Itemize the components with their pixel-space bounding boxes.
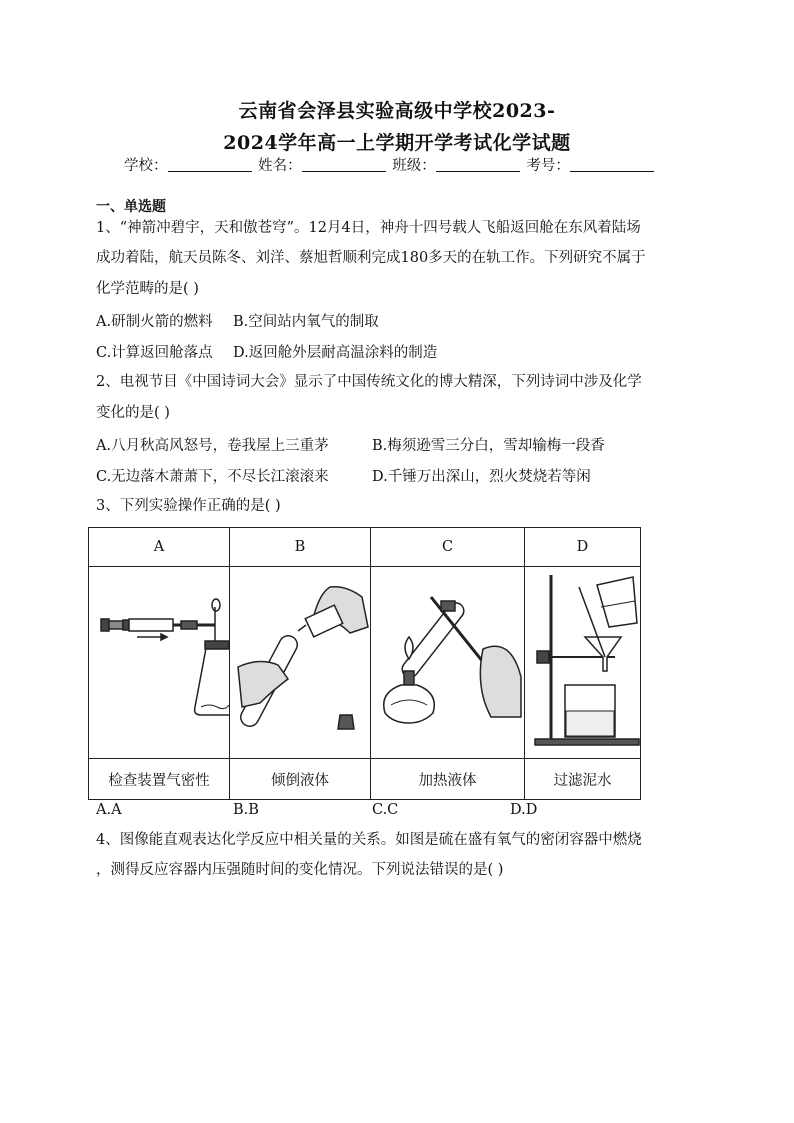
q1-stem-line1: 1、“神箭冲碧宇，天和傲苍穹”。12月4日，神舟十四号载人飞船返回舱在东风着陆场 [96,220,641,236]
student-info-row [124,154,656,175]
exam-title-line2: 2024学年高一上学期开学考试化学试题 [223,132,571,154]
q1-option-b[interactable]: B.空间站内氧气的制取 [233,314,379,330]
q3-stem: 3、下列实验操作正确的是( ) [96,498,281,514]
q2-stem-line1: 2、电视节目《中国诗词大会》显示了中国传统文化的博大精深，下列诗词中涉及化学 [96,374,642,390]
airtightness-check-illustration [89,567,229,758]
filtration-illustration [525,567,640,758]
q3-option-a[interactable]: A.A [96,802,122,818]
section-heading: 一、单选题 [96,199,166,215]
q1-option-c[interactable]: C.计算返回舱落点 [96,345,213,361]
q3-image-a [89,567,230,759]
q3-header-c: C [371,528,525,567]
heating-liquid-illustration [371,567,524,758]
number-label: 考号： [526,158,570,174]
q1-option-d[interactable]: D.返回舱外层耐高温涂料的制造 [233,345,438,361]
q3-caption-c: 加热液体 [371,759,525,800]
q2-option-b[interactable]: B.梅须逊雪三分白，雪却输梅一段香 [372,438,605,454]
q3-image-b [230,567,371,759]
q3-experiment-table [88,527,641,800]
class-blank[interactable] [436,157,520,172]
q3-caption-b: 倾倒液体 [230,759,371,800]
q2-option-d[interactable]: D.千锤万出深山，烈火焚烧若等闲 [372,469,591,485]
q2-option-a[interactable]: A.八月秋高风怒号，卷我屋上三重茅 [96,438,329,454]
name-blank[interactable] [302,157,386,172]
q4-stem-line1: 4、图像能直观表达化学反应中相关量的关系。如图是硫在盛有氧气的密闭容器中燃烧 [96,832,642,848]
q1-option-a[interactable]: A.研制火箭的燃料 [96,314,213,330]
q2-stem-line2: 变化的是( ) [96,405,170,421]
pouring-liquid-illustration [230,567,370,758]
q2-option-c[interactable]: C.无边落木萧萧下，不尽长江滚滚来 [96,469,329,485]
q3-caption-a: 检查装置气密性 [89,759,230,800]
q3-option-d[interactable]: D.D [510,802,538,818]
q3-header-a: A [89,528,230,567]
school-label: 学校： [124,158,168,174]
q3-caption-d: 过滤泥水 [525,759,641,800]
q3-image-d [525,567,641,759]
q1-stem-line3: 化学范畴的是( ) [96,281,199,297]
school-blank[interactable] [168,157,252,172]
q4-stem-line2: ，测得反应容器内压强随时间的变化情况。下列说法错误的是( ) [96,862,504,878]
q1-stem-line2: 成功着陆，航天员陈冬、刘洋、蔡旭哲顺利完成180多天的在轨工作。下列研究不属于 [96,250,646,266]
exam-title-line1: 云南省会泽县实验高级中学校2023- [238,100,556,122]
q3-option-c[interactable]: C.C [372,802,399,818]
q3-option-b[interactable]: B.B [233,802,259,818]
class-label: 班级： [392,158,436,174]
number-blank[interactable] [570,157,654,172]
q3-image-c [371,567,525,759]
name-label: 姓名： [258,158,302,174]
q3-header-d: D [525,528,641,567]
q3-header-b: B [230,528,371,567]
